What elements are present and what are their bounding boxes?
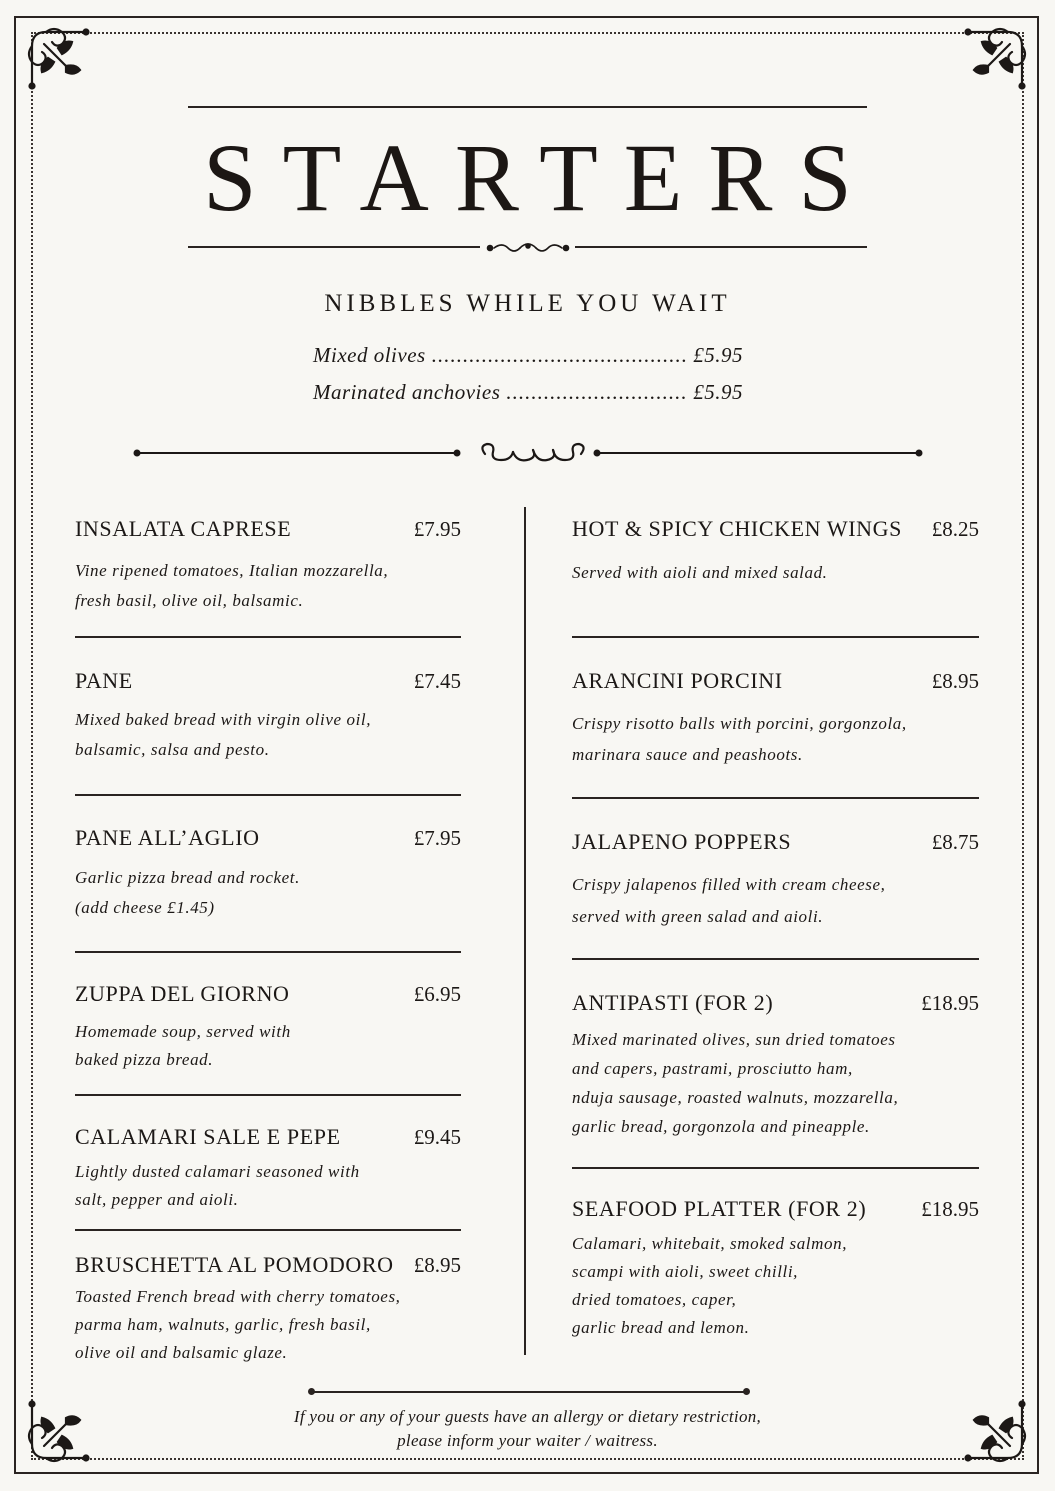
item-separator [572,797,979,799]
nibbles-heading: NIBBLES WHILE YOU WAIT [324,290,731,317]
allergy-notice-line: please inform your waiter / waitress. [397,1431,658,1450]
item-price: £7.95 [413,826,461,850]
menu-item [572,1196,979,1341]
item-name: INSALATA CAPRESE [75,516,292,541]
item-price: £8.75 [931,830,979,854]
item-description: Mixed baked bread with virgin olive oil, balsamic, salsa and pesto. [75,710,372,759]
title-bottom-rule-right [575,246,867,248]
nibble-item [313,379,743,405]
scroll-ornament-icon [480,238,576,258]
item-description: Mixed marinated olives, sun dried tomatoes and capers, pastrami, prosciutto ham, nduja sausage, roasted walnuts, mozzarella, garlic bread, gorgonzola and pineapple. [572,1030,899,1136]
item-separator [75,1229,461,1231]
nibble-name: Mixed olives [313,343,426,367]
item-description: Lightly dusted calamari seasoned with salt, pepper and aioli. [75,1162,360,1209]
footer-rule-dot [743,1388,750,1395]
item-price: £8.25 [931,517,979,541]
menu-item [572,668,979,768]
page-title: STARTERS [203,124,878,231]
item-name: PANE [75,668,133,693]
nibble-price: £5.95 [693,343,743,367]
item-price: £8.95 [931,669,979,693]
item-description: Served with aioli and mixed salad. [572,563,828,582]
item-separator [572,958,979,960]
item-price: £9.45 [413,1125,461,1149]
item-separator [75,951,461,953]
item-price: £8.95 [413,1253,461,1277]
corner-ornament-icon [24,24,94,94]
dot-leader [432,342,688,368]
nibble-price: £5.95 [693,380,743,404]
item-name: SEAFOOD PLATTER (FOR 2) [572,1196,867,1221]
menu-item [75,981,461,1081]
item-name: PANE ALL’AGLIO [75,825,260,850]
menu-item [75,825,461,925]
title-top-rule [188,106,867,108]
item-name: JALAPENO POPPERS [572,829,792,854]
item-separator [75,794,461,796]
menu-item [572,990,979,1140]
flourish-divider-icon [133,440,923,468]
title-bottom-rule-left [188,246,480,248]
item-price: £6.95 [413,982,461,1006]
item-description: Crispy risotto balls with porcini, gorgonzola, marinara sauce and peashoots. [572,714,907,764]
menu-item [75,1124,461,1214]
footer-rule [312,1391,746,1393]
item-description: Toasted French bread with cherry tomatoes, parma ham, walnuts, garlic, fresh basil, olive oil and balsamic glaze. [75,1287,401,1362]
menu-item [75,668,461,768]
dot-leader [506,379,687,405]
allergy-notice-line: If you or any of your guests have an allergy or dietary restriction, [293,1407,762,1426]
corner-ornament-icon [960,24,1030,94]
nibble-name: Marinated anchovies [313,380,501,404]
menu-item [75,1252,461,1367]
item-name: CALAMARI SALE E PEPE [75,1124,341,1149]
item-separator [75,636,461,638]
item-price: £7.95 [413,517,461,541]
allergy-notice [0,1405,1055,1453]
item-separator [75,1094,461,1096]
item-separator [572,636,979,638]
item-price: £18.95 [921,991,979,1015]
menu-item [572,516,979,596]
menu-item [75,516,461,616]
item-name: BRUSCHETTA AL POMODORO [75,1252,394,1277]
column-separator [524,507,526,1355]
item-name: ZUPPA DEL GIORNO [75,981,290,1006]
item-description: Vine ripened tomatoes, Italian mozzarella, fresh basil, olive oil, balsamic. [75,561,389,610]
item-description: Garlic pizza bread and rocket. (add cheese £1.45) [75,868,300,917]
item-name: HOT & SPICY CHICKEN WINGS [572,516,902,541]
item-price: £18.95 [921,1197,979,1221]
item-description: Calamari, whitebait, smoked salmon, scampi with aioli, sweet chilli, dried tomatoes, caper, garlic bread and lemon. [572,1234,848,1337]
nibble-item [313,342,743,368]
item-separator [572,1167,979,1169]
item-price: £7.45 [413,669,461,693]
item-name: ANTIPASTI (FOR 2) [572,990,774,1015]
item-name: ARANCINI PORCINI [572,668,783,693]
item-description: Crispy jalapenos filled with cream cheese, served with green salad and aioli. [572,875,886,926]
item-description: Homemade soup, served with baked pizza bread. [75,1022,291,1069]
menu-item [572,829,979,929]
